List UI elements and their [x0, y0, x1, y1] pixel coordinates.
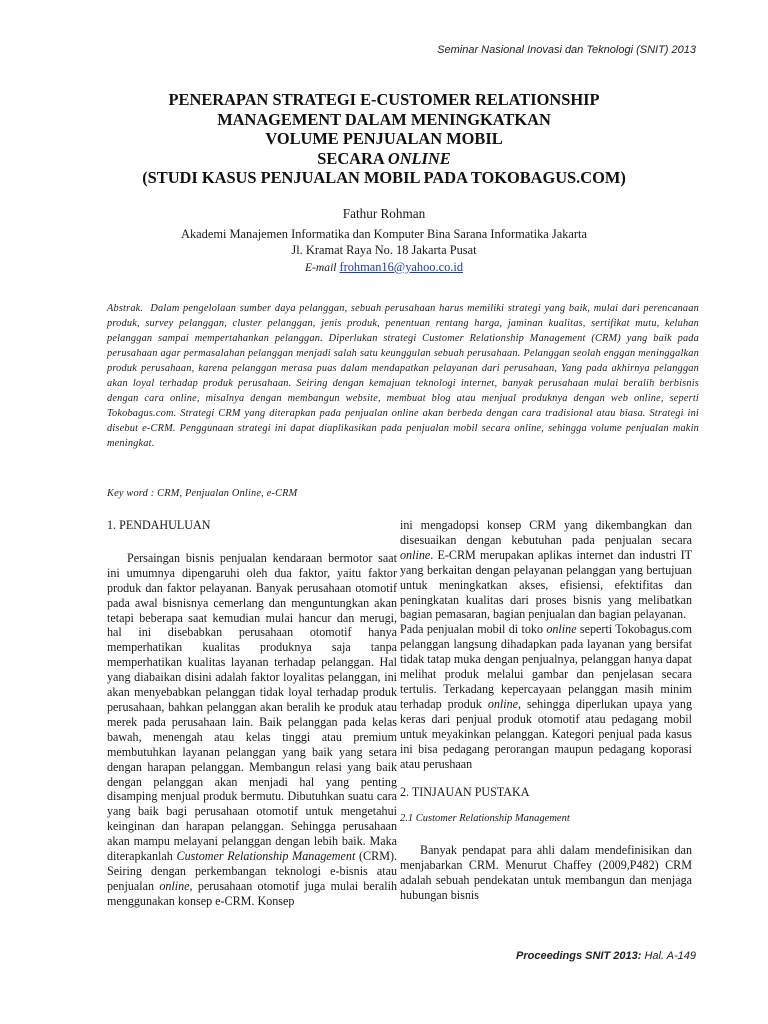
- italic-term: Customer Relationship Management: [176, 849, 356, 864]
- email-link[interactable]: frohman16@yahoo.co.id: [339, 259, 464, 274]
- italic-term: online: [159, 878, 190, 893]
- proceedings-label: Proceedings SNIT 2013:: [516, 950, 642, 962]
- title-italic: ONLINE: [387, 148, 451, 168]
- italic-term: online: [487, 696, 519, 711]
- paragraph: [107, 551, 397, 909]
- left-column: [107, 518, 397, 909]
- paragraph: Banyak pendapat para ahli dalam mendefinisikan dan menjabarkan CRM. Menurut Chaffey (2009,P482) CRM adalah sebuah pendekatan untuk membangun dan menjaga hubungan bisnis: [400, 843, 692, 902]
- paragraph-text: , perusahaan otomotif juga mulai beralih menggunakan konsep e-CRM. Konsep: [107, 878, 397, 908]
- abstract-label: Abstrak.: [107, 303, 144, 314]
- address: Jl. Kramat Raya No. 18 Jakarta Pusat: [291, 243, 477, 258]
- page-footer: [516, 950, 696, 962]
- subsection-heading: 2.1 Customer Relationship Management: [400, 813, 570, 825]
- affiliation: Akademi Manajemen Informatika dan Komputer Bina Sarana Informatika Jakarta: [181, 226, 587, 241]
- paragraph-text: (CRM). Seiring dengan perkembangan teknologi e-bisnis atau penjualan: [107, 849, 397, 893]
- abstract-text: Dalam pengelolaan sumber daya pelanggan, sebuah perusahaan harus memiliki strategi yang baik, mulai dari perencanaan produk, survey pelanggan, cluster pelanggan, jenis produk, penentuan rentang harga, jaminan kualitas, sertifikat mutu, keluhan pelanggan sampai mempertahankan pelanggan. Diperlukan strategi Customer Relationship Management (CRM) yang baik pada perusahaan agar permasalahan pelanggan menjadi salah satu keunggulan sebuah perusahaan. Pelanggan seolah enggan meninggalkan produk perusahaan, karena pelanggan merasa puas dalam mendapatkan pelayanan dari perusahaan, Yang pada akhirnya pelanggan akan loyal terhadap produk perusahaan. Seiring dengan kemajuan teknologi internet, banyak perusahaan mulai beralih berbisnis dengan cara online, misalnya dengan membangun website, membuat blog atau menjual produknya dengan web online, seperti Tokobagus.com. Strategi CRM yang diterapkan pada penjualan online akan berbeda dengan cara tradisional atau biasa. Strategi ini disebut e-CRM. Penggunaan strategi ini dapat diaplikasikan pada penjualan mobil secara online, sehingga volume penjualan makin meningkat.: [107, 303, 699, 449]
- author-name: Fathur Rohman: [342, 206, 426, 221]
- italic-term: online: [546, 622, 577, 637]
- paragraph-text: Pada penjualan mobil di toko: [400, 622, 547, 637]
- section-heading: 1. PENDAHULUAN: [107, 518, 211, 532]
- right-column: [400, 518, 692, 903]
- paragraph-text: . E-CRM merupakan aplikas internet dan industri IT yang berkaitan dengan pelayanan pelanggan yang bertujuan untuk meningkatkan akses, efisiensi, efektifitas dan peningkatan kualitas dari proses bisnis yang melibatkan bagian pemasaran, bagian penjualan dan bagian pelayanan.: [400, 547, 692, 622]
- title-prefix: SECARA: [317, 148, 388, 168]
- paragraph-text: seperti Tokobagus.com pelanggan langsung dihadapkan pada layanan yang bersifat tidak tatap muka dengan penjualnya, pelanggan hanya dapat melihat produk melalui gambar dan penjelasan secara tertulis. Terkadang kepercayaan pelanggan masih minim terhadap produk: [400, 622, 692, 711]
- conference-header: Seminar Nasional Inovasi dan Teknologi (SNIT) 2013: [437, 44, 696, 56]
- paper-title: [60, 90, 708, 188]
- title-line: [60, 149, 708, 169]
- paragraph-text: , sehingga diperlukan upaya yang keras dari penjual produk otomotif atau pedagang mobil untuk meyakinkan pelanggan. Kategori penjual pada kasus ini bisa pedagang perorangan maupun pedagang koporasi atau perushaan: [400, 696, 692, 771]
- paragraph-text: Persaingan bisnis penjualan kendaraan bermotor saat ini umumnya dipengaruhi oleh dua faktor, yaitu faktor produk dan faktor pelayanan. Banyak perusahaan otomotif pada awal bisnisnya cemerlang dan menguntungkan akan tetapi beberapa saat kemudian mulai hancur dan merugi, hal ini disebabkan perusahaan otomotif hanya memperhatikan kualitas produknya saja tanpa memperhatikan kualitas layanan terhadap pelanggan. Hal yang diabaikan disini adalah faktor loyalitas pelanggan, ini akan menyebabkan pelanggan tidak loyal terhadap produk perusahaan, bahkan pelanggan akan beralih ke produk atau merek pada perusahaan lain. Baik pelanggan pada kelas bawah, menengah atau kelas tinggi atau premium membutuhkan layanan pelanggan yang baik yang setara dengan harapan pelanggan. Membangun relasi yang baik dengan pelanggan akan menjadi hal yang penting disamping menjual produk bermutu. Dibutuhkan suatu cara yang baik bagi perusahaan otomotif untuk mengetahui keinginan dan harapan pelanggan. Sehingga perusahaan akan mampu melayani pelanggan dengan lebih baik. Maka diterapkanlah: [107, 550, 397, 864]
- email-label: E-mail: [304, 260, 337, 274]
- author-block: [60, 206, 708, 276]
- title-line: PENERAPAN STRATEGI E-CUSTOMER RELATIONSHIP: [168, 90, 600, 109]
- title-line: MANAGEMENT DALAM MENINGKATKAN: [217, 109, 551, 129]
- abstract: [107, 302, 699, 452]
- spacer: [400, 771, 692, 785]
- keywords: Key word : CRM, Penjualan Online, e-CRM: [107, 488, 298, 499]
- section-heading: 2. TINJAUAN PUSTAKA: [400, 785, 530, 800]
- italic-term: online: [400, 547, 431, 562]
- title-line: (STUDI KASUS PENJUALAN MOBIL PADA TOKOBAGUS.COM): [142, 168, 626, 187]
- paragraph-text: ini mengadopsi konsep CRM yang dikembangkan dan disesuaikan dengan kebutuhan pada penjualan secara: [400, 518, 692, 547]
- email-line: [60, 259, 708, 277]
- paragraph: [400, 622, 692, 771]
- title-line: VOLUME PENJUALAN MOBIL: [265, 129, 503, 148]
- page-number: Hal. A-149: [644, 950, 696, 962]
- paragraph: [400, 518, 692, 622]
